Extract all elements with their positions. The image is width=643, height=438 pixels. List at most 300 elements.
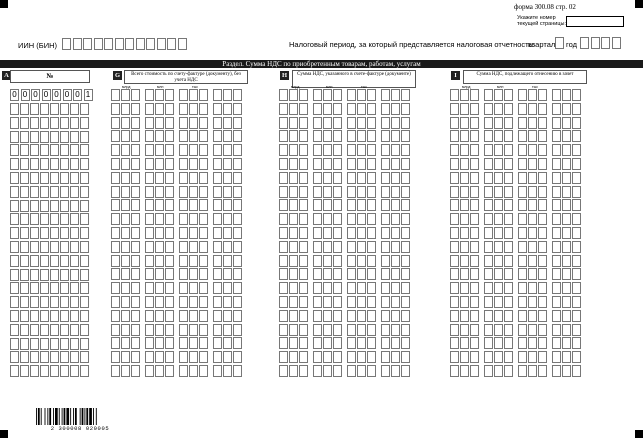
amount-cell-g[interactable] — [179, 241, 188, 253]
amount-cell-h[interactable] — [367, 324, 376, 336]
amount-cell-g[interactable] — [213, 268, 222, 280]
amount-cell-h[interactable] — [333, 337, 342, 349]
amount-cell-i[interactable] — [504, 255, 513, 267]
amount-cell-g[interactable] — [131, 351, 140, 363]
amount-cell-i[interactable] — [572, 213, 581, 225]
amount-cell-i[interactable] — [470, 186, 479, 198]
number-cell[interactable] — [60, 338, 69, 350]
amount-cell-i[interactable] — [460, 324, 469, 336]
amount-cell-i[interactable] — [504, 158, 513, 170]
amount-cell-i[interactable] — [552, 117, 561, 129]
amount-cell-h[interactable] — [313, 296, 322, 308]
amount-cell-h[interactable] — [299, 117, 308, 129]
row-number-digit[interactable]: 0 — [52, 89, 61, 101]
amount-cell-h[interactable] — [333, 241, 342, 253]
amount-cell-g[interactable] — [223, 282, 232, 294]
amount-cell-h[interactable] — [279, 324, 288, 336]
number-cell[interactable] — [50, 103, 59, 115]
amount-cell-g[interactable] — [223, 310, 232, 322]
amount-cell-h[interactable] — [391, 324, 400, 336]
amount-cell-i[interactable] — [572, 282, 581, 294]
amount-cell-i[interactable] — [562, 324, 571, 336]
amount-cell-g[interactable] — [233, 89, 242, 101]
amount-cell-i[interactable] — [562, 296, 571, 308]
amount-cell-g[interactable] — [111, 172, 120, 184]
amount-cell-g[interactable] — [165, 365, 174, 377]
amount-cell-g[interactable] — [233, 337, 242, 349]
amount-cell-g[interactable] — [121, 117, 130, 129]
amount-cell-i[interactable] — [484, 351, 493, 363]
row-number-first[interactable] — [10, 89, 94, 101]
amount-cell-h[interactable] — [367, 144, 376, 156]
amount-cell-i[interactable] — [484, 324, 493, 336]
amount-cell-i[interactable] — [460, 213, 469, 225]
amount-cell-h[interactable] — [279, 296, 288, 308]
amount-cell-i[interactable] — [528, 324, 537, 336]
amount-cell-i[interactable] — [528, 282, 537, 294]
amount-cell-g[interactable] — [189, 172, 198, 184]
amount-cell-i[interactable] — [450, 89, 459, 101]
amount-cell-h[interactable] — [391, 199, 400, 211]
number-cell[interactable] — [70, 144, 79, 156]
amount-cell-i[interactable] — [470, 144, 479, 156]
number-cell[interactable] — [80, 241, 89, 253]
amount-cell-i[interactable] — [528, 158, 537, 170]
amount-cell-i[interactable] — [518, 158, 527, 170]
amount-cell-g[interactable] — [223, 268, 232, 280]
number-cell[interactable] — [40, 213, 49, 225]
amount-cell-h[interactable] — [367, 337, 376, 349]
amount-cell-g[interactable] — [111, 130, 120, 142]
amount-cell-g[interactable] — [213, 365, 222, 377]
amount-cell-i[interactable] — [504, 89, 513, 101]
amount-cell-i[interactable] — [494, 144, 503, 156]
amount-cell-g[interactable] — [145, 158, 154, 170]
amount-cell-g[interactable] — [179, 365, 188, 377]
amount-cell-i[interactable] — [572, 324, 581, 336]
number-cell[interactable] — [50, 338, 59, 350]
number-cell[interactable] — [50, 269, 59, 281]
amount-cell-i[interactable] — [494, 365, 503, 377]
amount-cell-h[interactable] — [313, 282, 322, 294]
amount-cell-h[interactable] — [381, 282, 390, 294]
amount-cell-i[interactable] — [562, 255, 571, 267]
amount-cell-i[interactable] — [528, 172, 537, 184]
amount-cell-i[interactable] — [528, 296, 537, 308]
number-cell[interactable] — [40, 310, 49, 322]
amount-cell-i[interactable] — [470, 351, 479, 363]
amount-cell-i[interactable] — [450, 117, 459, 129]
amount-cell-i[interactable] — [450, 310, 459, 322]
amount-cell-g[interactable] — [199, 158, 208, 170]
number-cell[interactable] — [40, 241, 49, 253]
amount-cell-g[interactable] — [131, 199, 140, 211]
amount-cell-h[interactable] — [323, 89, 332, 101]
number-cell[interactable] — [60, 200, 69, 212]
amount-cell-h[interactable] — [289, 130, 298, 142]
amount-cell-g[interactable] — [199, 310, 208, 322]
amount-cell-g[interactable] — [155, 365, 164, 377]
number-cell[interactable] — [30, 351, 39, 363]
amount-grid-i[interactable] — [450, 89, 581, 377]
amount-cell-g[interactable] — [165, 158, 174, 170]
number-cell[interactable] — [70, 227, 79, 239]
number-cell[interactable] — [50, 324, 59, 336]
amount-cell-h[interactable] — [289, 186, 298, 198]
amount-cell-i[interactable] — [562, 158, 571, 170]
amount-cell-h[interactable] — [333, 172, 342, 184]
amount-cell-h[interactable] — [381, 227, 390, 239]
amount-cell-g[interactable] — [155, 310, 164, 322]
amount-cell-h[interactable] — [357, 227, 366, 239]
amount-cell-i[interactable] — [572, 89, 581, 101]
amount-cell-g[interactable] — [155, 103, 164, 115]
number-cell[interactable] — [20, 310, 29, 322]
amount-cell-i[interactable] — [504, 199, 513, 211]
number-cell[interactable] — [40, 186, 49, 198]
row-number-digit[interactable]: 0 — [42, 89, 51, 101]
amount-cell-g[interactable] — [189, 296, 198, 308]
amount-cell-h[interactable] — [347, 172, 356, 184]
amount-cell-g[interactable] — [121, 365, 130, 377]
amount-cell-g[interactable] — [131, 324, 140, 336]
number-cell[interactable] — [30, 158, 39, 170]
number-cell[interactable] — [70, 282, 79, 294]
amount-cell-i[interactable] — [450, 241, 459, 253]
amount-cell-i[interactable] — [504, 130, 513, 142]
amount-cell-g[interactable] — [199, 103, 208, 115]
amount-cell-i[interactable] — [484, 282, 493, 294]
amount-cell-h[interactable] — [323, 158, 332, 170]
amount-cell-g[interactable] — [145, 213, 154, 225]
amount-cell-i[interactable] — [494, 199, 503, 211]
number-cell[interactable] — [80, 172, 89, 184]
amount-cell-h[interactable] — [347, 296, 356, 308]
amount-cell-h[interactable] — [299, 365, 308, 377]
amount-cell-g[interactable] — [155, 199, 164, 211]
number-cell[interactable] — [30, 255, 39, 267]
amount-cell-g[interactable] — [155, 144, 164, 156]
amount-cell-g[interactable] — [165, 351, 174, 363]
amount-cell-g[interactable] — [165, 144, 174, 156]
amount-cell-h[interactable] — [347, 199, 356, 211]
number-cell[interactable] — [40, 172, 49, 184]
amount-cell-i[interactable] — [494, 213, 503, 225]
amount-cell-i[interactable] — [460, 199, 469, 211]
amount-cell-i[interactable] — [470, 130, 479, 142]
amount-cell-h[interactable] — [279, 186, 288, 198]
amount-cell-i[interactable] — [460, 89, 469, 101]
amount-cell-i[interactable] — [538, 199, 547, 211]
amount-cell-g[interactable] — [111, 337, 120, 349]
amount-cell-i[interactable] — [538, 186, 547, 198]
amount-cell-i[interactable] — [494, 310, 503, 322]
amount-cell-h[interactable] — [323, 351, 332, 363]
amount-cell-h[interactable] — [357, 158, 366, 170]
number-cell[interactable] — [60, 310, 69, 322]
amount-cell-i[interactable] — [470, 268, 479, 280]
amount-cell-i[interactable] — [572, 337, 581, 349]
number-cell[interactable] — [30, 324, 39, 336]
amount-cell-i[interactable] — [562, 241, 571, 253]
amount-cell-h[interactable] — [391, 365, 400, 377]
amount-cell-i[interactable] — [504, 144, 513, 156]
amount-cell-h[interactable] — [401, 172, 410, 184]
amount-cell-h[interactable] — [323, 296, 332, 308]
amount-cell-h[interactable] — [367, 351, 376, 363]
amount-cell-h[interactable] — [313, 255, 322, 267]
number-cell[interactable] — [70, 172, 79, 184]
amount-cell-g[interactable] — [165, 282, 174, 294]
amount-cell-g[interactable] — [111, 186, 120, 198]
number-cell[interactable] — [40, 255, 49, 267]
amount-cell-g[interactable] — [213, 310, 222, 322]
amount-cell-i[interactable] — [504, 213, 513, 225]
amount-cell-h[interactable] — [401, 186, 410, 198]
amount-cell-i[interactable] — [484, 241, 493, 253]
amount-cell-i[interactable] — [470, 103, 479, 115]
amount-cell-g[interactable] — [199, 117, 208, 129]
number-cell[interactable] — [30, 103, 39, 115]
number-cell[interactable] — [10, 269, 19, 281]
amount-cell-i[interactable] — [552, 144, 561, 156]
amount-cell-g[interactable] — [189, 227, 198, 239]
number-cell[interactable] — [40, 269, 49, 281]
amount-cell-g[interactable] — [155, 351, 164, 363]
amount-cell-h[interactable] — [391, 103, 400, 115]
amount-cell-i[interactable] — [552, 89, 561, 101]
iin-cell[interactable] — [83, 38, 92, 50]
amount-cell-g[interactable] — [165, 103, 174, 115]
number-cell[interactable] — [20, 269, 29, 281]
amount-cell-h[interactable] — [323, 310, 332, 322]
amount-cell-h[interactable] — [333, 144, 342, 156]
amount-cell-i[interactable] — [450, 337, 459, 349]
amount-cell-i[interactable] — [484, 186, 493, 198]
amount-cell-g[interactable] — [131, 282, 140, 294]
amount-cell-i[interactable] — [528, 351, 537, 363]
iin-cell[interactable] — [167, 38, 176, 50]
amount-cell-h[interactable] — [391, 117, 400, 129]
amount-cell-i[interactable] — [528, 103, 537, 115]
amount-cell-g[interactable] — [111, 227, 120, 239]
amount-cell-h[interactable] — [381, 144, 390, 156]
amount-cell-h[interactable] — [391, 144, 400, 156]
amount-cell-h[interactable] — [347, 310, 356, 322]
amount-cell-g[interactable] — [145, 103, 154, 115]
amount-cell-g[interactable] — [189, 103, 198, 115]
amount-cell-g[interactable] — [155, 213, 164, 225]
amount-cell-h[interactable] — [289, 296, 298, 308]
amount-cell-i[interactable] — [460, 255, 469, 267]
number-cell[interactable] — [70, 158, 79, 170]
amount-cell-h[interactable] — [279, 103, 288, 115]
amount-cell-h[interactable] — [299, 158, 308, 170]
amount-cell-i[interactable] — [538, 144, 547, 156]
amount-cell-h[interactable] — [401, 199, 410, 211]
number-cell[interactable] — [10, 158, 19, 170]
amount-cell-i[interactable] — [552, 282, 561, 294]
amount-cell-g[interactable] — [199, 199, 208, 211]
amount-cell-i[interactable] — [538, 268, 547, 280]
number-cell[interactable] — [70, 351, 79, 363]
number-cell[interactable] — [40, 324, 49, 336]
amount-cell-h[interactable] — [381, 268, 390, 280]
amount-cell-h[interactable] — [313, 89, 322, 101]
amount-cell-g[interactable] — [199, 89, 208, 101]
amount-cell-h[interactable] — [367, 103, 376, 115]
amount-cell-g[interactable] — [179, 186, 188, 198]
amount-cell-h[interactable] — [333, 130, 342, 142]
number-cell[interactable] — [50, 144, 59, 156]
amount-cell-g[interactable] — [213, 89, 222, 101]
amount-cell-h[interactable] — [279, 158, 288, 170]
amount-cell-g[interactable] — [145, 186, 154, 198]
amount-cell-g[interactable] — [111, 282, 120, 294]
amount-cell-i[interactable] — [450, 172, 459, 184]
number-cell[interactable] — [20, 158, 29, 170]
amount-cell-h[interactable] — [391, 337, 400, 349]
iin-cell[interactable] — [115, 38, 124, 50]
amount-cell-i[interactable] — [450, 130, 459, 142]
amount-cell-h[interactable] — [367, 241, 376, 253]
amount-cell-h[interactable] — [323, 172, 332, 184]
amount-cell-h[interactable] — [401, 365, 410, 377]
amount-cell-h[interactable] — [391, 255, 400, 267]
amount-cell-i[interactable] — [484, 255, 493, 267]
amount-cell-g[interactable] — [179, 337, 188, 349]
row-number-digit[interactable]: 0 — [21, 89, 30, 101]
amount-cell-g[interactable] — [111, 255, 120, 267]
iin-cell[interactable] — [178, 38, 187, 50]
number-cell[interactable] — [60, 241, 69, 253]
amount-cell-h[interactable] — [279, 213, 288, 225]
number-cell[interactable] — [20, 117, 29, 129]
amount-cell-i[interactable] — [528, 89, 537, 101]
amount-cell-h[interactable] — [323, 324, 332, 336]
number-cell[interactable] — [70, 324, 79, 336]
row-number-digit[interactable]: 1 — [84, 89, 93, 101]
amount-cell-g[interactable] — [199, 241, 208, 253]
amount-cell-h[interactable] — [323, 199, 332, 211]
iin-cell[interactable] — [62, 38, 71, 50]
amount-cell-g[interactable] — [233, 296, 242, 308]
number-cell[interactable] — [10, 131, 19, 143]
amount-cell-h[interactable] — [367, 130, 376, 142]
amount-cell-g[interactable] — [131, 186, 140, 198]
amount-cell-g[interactable] — [223, 172, 232, 184]
amount-cell-g[interactable] — [155, 117, 164, 129]
amount-cell-g[interactable] — [189, 351, 198, 363]
amount-cell-g[interactable] — [165, 130, 174, 142]
number-cell[interactable] — [20, 200, 29, 212]
number-cell[interactable] — [30, 269, 39, 281]
amount-cell-i[interactable] — [450, 268, 459, 280]
amount-cell-g[interactable] — [233, 227, 242, 239]
amount-cell-g[interactable] — [223, 103, 232, 115]
amount-cell-h[interactable] — [333, 310, 342, 322]
amount-cell-i[interactable] — [504, 282, 513, 294]
amount-cell-g[interactable] — [155, 130, 164, 142]
amount-cell-h[interactable] — [347, 213, 356, 225]
amount-cell-g[interactable] — [199, 337, 208, 349]
amount-cell-i[interactable] — [494, 89, 503, 101]
amount-cell-g[interactable] — [121, 268, 130, 280]
amount-cell-h[interactable] — [279, 268, 288, 280]
amount-cell-h[interactable] — [367, 213, 376, 225]
amount-cell-h[interactable] — [381, 296, 390, 308]
amount-cell-i[interactable] — [450, 213, 459, 225]
amount-cell-i[interactable] — [562, 117, 571, 129]
amount-cell-g[interactable] — [145, 324, 154, 336]
number-cell[interactable] — [80, 158, 89, 170]
number-cell[interactable] — [30, 172, 39, 184]
amount-cell-g[interactable] — [111, 144, 120, 156]
number-cell[interactable] — [60, 269, 69, 281]
amount-cell-g[interactable] — [199, 130, 208, 142]
amount-cell-g[interactable] — [233, 130, 242, 142]
amount-cell-g[interactable] — [223, 158, 232, 170]
amount-cell-i[interactable] — [460, 296, 469, 308]
amount-cell-g[interactable] — [111, 117, 120, 129]
amount-cell-h[interactable] — [313, 130, 322, 142]
amount-cell-i[interactable] — [572, 144, 581, 156]
amount-cell-g[interactable] — [179, 310, 188, 322]
number-cell[interactable] — [20, 338, 29, 350]
amount-cell-g[interactable] — [165, 296, 174, 308]
amount-cell-h[interactable] — [323, 117, 332, 129]
number-cell[interactable] — [40, 338, 49, 350]
amount-cell-h[interactable] — [381, 324, 390, 336]
amount-cell-h[interactable] — [381, 337, 390, 349]
amount-cell-h[interactable] — [299, 324, 308, 336]
amount-cell-i[interactable] — [470, 117, 479, 129]
amount-cell-h[interactable] — [299, 282, 308, 294]
amount-cell-h[interactable] — [289, 117, 298, 129]
amount-cell-i[interactable] — [518, 144, 527, 156]
year-cell[interactable] — [601, 37, 610, 49]
amount-cell-g[interactable] — [213, 337, 222, 349]
amount-cell-g[interactable] — [223, 89, 232, 101]
amount-cell-i[interactable] — [450, 324, 459, 336]
amount-cell-i[interactable] — [494, 130, 503, 142]
amount-cell-g[interactable] — [199, 365, 208, 377]
amount-cell-g[interactable] — [223, 144, 232, 156]
amount-cell-g[interactable] — [155, 268, 164, 280]
number-cell[interactable] — [70, 131, 79, 143]
amount-cell-h[interactable] — [401, 227, 410, 239]
amount-cell-g[interactable] — [223, 199, 232, 211]
number-cell[interactable] — [70, 241, 79, 253]
amount-cell-i[interactable] — [494, 268, 503, 280]
amount-cell-g[interactable] — [121, 241, 130, 253]
amount-cell-g[interactable] — [233, 310, 242, 322]
amount-cell-i[interactable] — [518, 103, 527, 115]
amount-cell-g[interactable] — [179, 199, 188, 211]
number-cell[interactable] — [20, 186, 29, 198]
amount-cell-h[interactable] — [299, 213, 308, 225]
amount-cell-h[interactable] — [299, 199, 308, 211]
amount-cell-h[interactable] — [313, 213, 322, 225]
amount-cell-h[interactable] — [401, 130, 410, 142]
number-cell[interactable] — [50, 241, 59, 253]
number-cell[interactable] — [70, 200, 79, 212]
amount-cell-h[interactable] — [313, 172, 322, 184]
amount-cell-g[interactable] — [111, 199, 120, 211]
iin-field[interactable] — [62, 38, 188, 50]
amount-cell-h[interactable] — [333, 227, 342, 239]
row-number-digit[interactable]: 0 — [10, 89, 19, 101]
